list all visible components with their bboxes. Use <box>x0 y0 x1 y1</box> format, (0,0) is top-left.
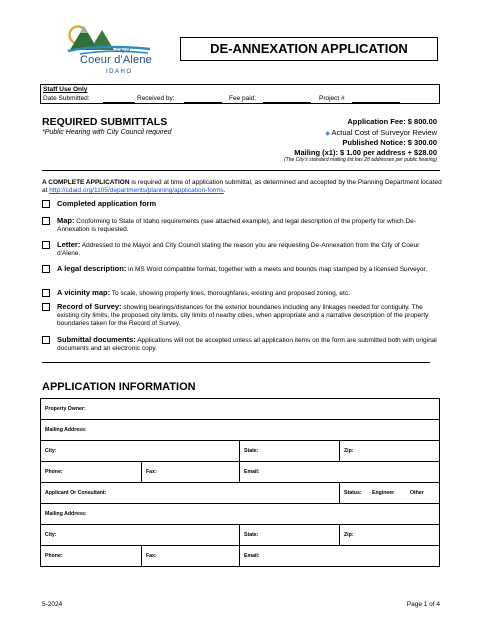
owner-form <box>40 398 440 483</box>
applicant-label: Applicant Or Consultant: <box>45 490 107 496</box>
checklist-label: Record of Survey: <box>57 302 122 311</box>
zip-label: Zip: <box>344 532 354 538</box>
logo-city-of: City of <box>116 48 131 54</box>
project-label: Project # <box>319 95 345 102</box>
status-field <box>339 483 439 504</box>
checklist-item <box>42 217 442 234</box>
fax-field[interactable] <box>141 462 239 483</box>
email-field[interactable] <box>239 546 439 567</box>
checklist-item <box>42 289 442 298</box>
checklist-label: A vicinity map: <box>57 288 111 297</box>
date-submitted-label: Date Submitted: <box>43 95 90 102</box>
surveyor-fee-text: Actual Cost of Surveyor Review <box>331 128 437 137</box>
mailing-address-row[interactable] <box>41 504 439 525</box>
city-state-zip-row <box>41 441 439 462</box>
email-label: Email: <box>244 553 260 559</box>
checklist-label: Submittal documents: <box>57 335 136 344</box>
application-info-title: APPLICATION INFORMATION <box>42 381 196 393</box>
footer-page-number: Page 1 of 4 <box>406 601 440 608</box>
state-label: State: <box>244 532 259 538</box>
mailing-address-row[interactable] <box>41 420 439 441</box>
divider <box>42 362 430 363</box>
staff-use-box <box>40 84 440 104</box>
checkbox[interactable] <box>42 303 50 311</box>
footer-date: 5-2024 <box>42 601 63 608</box>
logo-state: IDAHO <box>106 69 133 75</box>
checklist-item <box>42 200 442 209</box>
checkbox[interactable] <box>42 336 50 344</box>
surveyor-fee <box>325 128 437 137</box>
zip-field[interactable] <box>339 441 439 462</box>
mailing-fee: Mailing (x1): $ 1.00 per address + $28.00 <box>294 148 437 157</box>
checklist-item <box>42 303 442 328</box>
fax-field[interactable] <box>141 546 239 567</box>
fee-paid-field[interactable] <box>263 102 311 103</box>
checkbox[interactable] <box>42 289 50 297</box>
checklist-label: A legal description: <box>57 264 127 273</box>
application-forms-link[interactable]: http://cdaid.org/1105/departments/planning/application-forms <box>49 187 224 194</box>
state-label: State: <box>244 448 259 454</box>
phone-label: Phone: <box>45 469 63 475</box>
property-owner-row[interactable] <box>41 399 439 420</box>
mailing-address-label: Mailing Address: <box>45 427 87 433</box>
checklist-text: Addressed to the Mayor and City Council stating the reason you are requesting De-Annexation from the City of Coeur d'Alene. <box>57 242 420 257</box>
diamond-icon: ◆ <box>325 131 330 137</box>
checklist-text: To scale, showing property lines, thoroughfares, existing and proposed zoning, etc. <box>110 290 350 297</box>
status-other-option[interactable]: Other <box>410 490 424 496</box>
mailing-note: (The City's standard mailing list has 28 addresses per public hearing) <box>284 157 437 163</box>
email-field[interactable] <box>239 462 439 483</box>
phone-label: Phone: <box>45 553 63 559</box>
divider <box>42 170 440 171</box>
city-state-zip-row <box>41 525 439 546</box>
checklist-text: in MS Word compatible format, together with a meets and bounds map stamped by a licensed Surveyor. <box>126 266 428 273</box>
mountain-icon <box>50 18 160 58</box>
property-owner-label: Property Owner: <box>45 406 86 412</box>
email-label: Email: <box>244 469 260 475</box>
checklist-text: Conforming to State of Idaho requirements (see attached example), and legal description of the property for which De-Annexation is requested. <box>57 218 416 233</box>
state-field[interactable] <box>239 441 339 462</box>
status-engineer-option[interactable]: Engineer <box>372 490 395 496</box>
applicant-row <box>41 483 439 504</box>
fax-label: Fax: <box>146 469 157 475</box>
received-by-field[interactable] <box>184 102 222 103</box>
intro-paragraph <box>42 179 442 195</box>
staff-use-header: Staff Use Only <box>43 86 88 93</box>
application-fee: Application Fee: $ 800.00 <box>347 117 437 126</box>
checkbox[interactable] <box>42 241 50 249</box>
applicant-form <box>40 482 440 567</box>
city-logo <box>50 18 160 80</box>
received-by-label: Received by: <box>137 95 175 102</box>
phone-fax-email-row <box>41 462 439 483</box>
city-label: City: <box>45 448 57 454</box>
checklist-item <box>42 336 442 353</box>
checklist-label: Map: <box>57 216 75 225</box>
checkbox[interactable] <box>42 217 50 225</box>
logo-city-name: Coeur d'Alene <box>80 54 152 66</box>
checklist-text: showing bearings/distances for the exterior boundaries including any linkages needed for contiguity. The existing city limits, the proposed city limits, city limits of nearby cities, when appropriate and a narrative description of the property boundaries taken for the Record of Survey. <box>57 304 429 327</box>
checkbox[interactable] <box>42 200 50 208</box>
required-submittals-title: REQUIRED SUBMITTALS <box>42 116 168 128</box>
mailing-address-label: Mailing Address: <box>45 511 87 517</box>
zip-field[interactable] <box>339 525 439 546</box>
status-label: Status: <box>344 490 362 496</box>
intro-text: is required at time of application submittal, as determined and accepted by the Planning Department located at <box>42 179 442 194</box>
checklist-label: Letter: <box>57 240 81 249</box>
fee-paid-label: Fee paid: <box>229 95 257 102</box>
intro-end: . <box>223 187 226 194</box>
project-field[interactable] <box>352 102 400 103</box>
page-title: DE-ANNEXATION APPLICATION <box>180 37 438 61</box>
checklist-item <box>42 265 442 274</box>
checklist-label: Completed application form <box>57 199 157 208</box>
fax-label: Fax: <box>146 553 157 559</box>
phone-fax-email-row <box>41 546 439 567</box>
date-submitted-field[interactable] <box>103 102 135 103</box>
checklist-item <box>42 241 442 258</box>
intro-bold: A COMPLETE APPLICATION <box>42 179 130 186</box>
city-label: City: <box>45 532 57 538</box>
checkbox[interactable] <box>42 265 50 273</box>
published-notice-fee: Published Notice: $ 300.00 <box>342 138 437 147</box>
public-hearing-note: *Public Hearing with City Council required <box>42 129 172 136</box>
zip-label: Zip: <box>344 448 354 454</box>
checklist-text: Applications will not be accepted unless all application items on the form are submitted both with original documents and an electronic copy. <box>57 337 437 352</box>
state-field[interactable] <box>239 525 339 546</box>
